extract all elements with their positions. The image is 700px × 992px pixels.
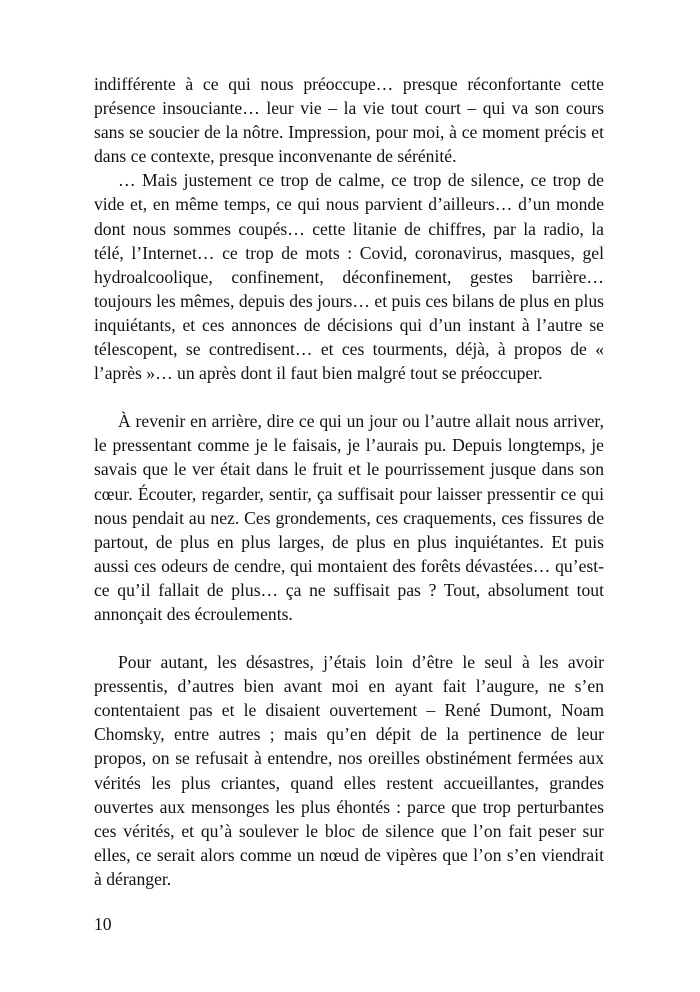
paragraph-2: … Mais justement ce trop de calme, ce trop de silence, ce trop de vide et, en même temps, ce qui nous parvient d’ailleurs… d’un monde dont nous sommes coupés… cette litanie de chiffres, par la radio, la télé, l’Internet… ce trop de mots : Covid, coronavirus, masques, gel hydroalcoolique, confinement, déconfinement, gestes barrière… toujours les mêmes, depuis des jours… et puis ces bilans de plus en plus inquiétants, et ces annonces de décisions qui d’un instant à l’autre se télescopent, se contredisent… et ces tourments, déjà, à propos de « l’après »… un après dont il faut bien malgré tout se préoccuper. (94, 170, 604, 384)
paragraph-3: À revenir en arrière, dire ce qui un jour ou l’autre allait nous arriver, le pressentant comme je le faisais, je l’aurais pu. Depuis longtemps, je savais que le ver était dans le fruit et le pourrissement jusque dans son cœur. Écouter, regarder, sentir, ça suffisait pour laisser pressentir ce qui nous pendait au nez. Ces grondements, ces craquements, ces fissures de partout, de plus en plus larges, de plus en plus inquiétantes. Et puis aussi ces odeurs de cendre, qui montaient des forêts dévastées… qu’est-ce qu’il fallait de plus… ça ne suffisait pas ? Tout, absolument tout annonçait des écroulements. (94, 411, 604, 624)
page-number: 10 (94, 914, 112, 934)
paragraph-1: indifférente à ce qui nous préoccupe… presque réconfortante cette présence insouciante… leur vie – la vie tout court – qui va son cours sans se soucier de la nôtre. Impression, pour moi, à ce moment précis et dans ce contexte, presque inconvenante de sérénité. (94, 74, 604, 167)
page-body (94, 72, 604, 891)
paragraph-4: Pour autant, les désastres, j’étais loin d’être le seul à les avoir pressentis, d’autres bien avant moi en ayant fait l’augure, ne s’en contentaient pas et le disaient ouvertement – René Dumont, Noam Chomsky, entre autres ; mais qu’en dépit de la pertinence de leur propos, on se refusait à entendre, nos oreilles obstinément fermées aux vérités les plus criantes, quand elles restent accueillantes, grandes ouvertes aux mensonges les plus éhontés : parce que trop perturbantes ces vérités, et qu’à soulever le bloc de silence que l’on fait peser sur elles, ce serait alors comme un nœud de vipères que l’on s’en viendrait à déranger. (94, 652, 604, 889)
